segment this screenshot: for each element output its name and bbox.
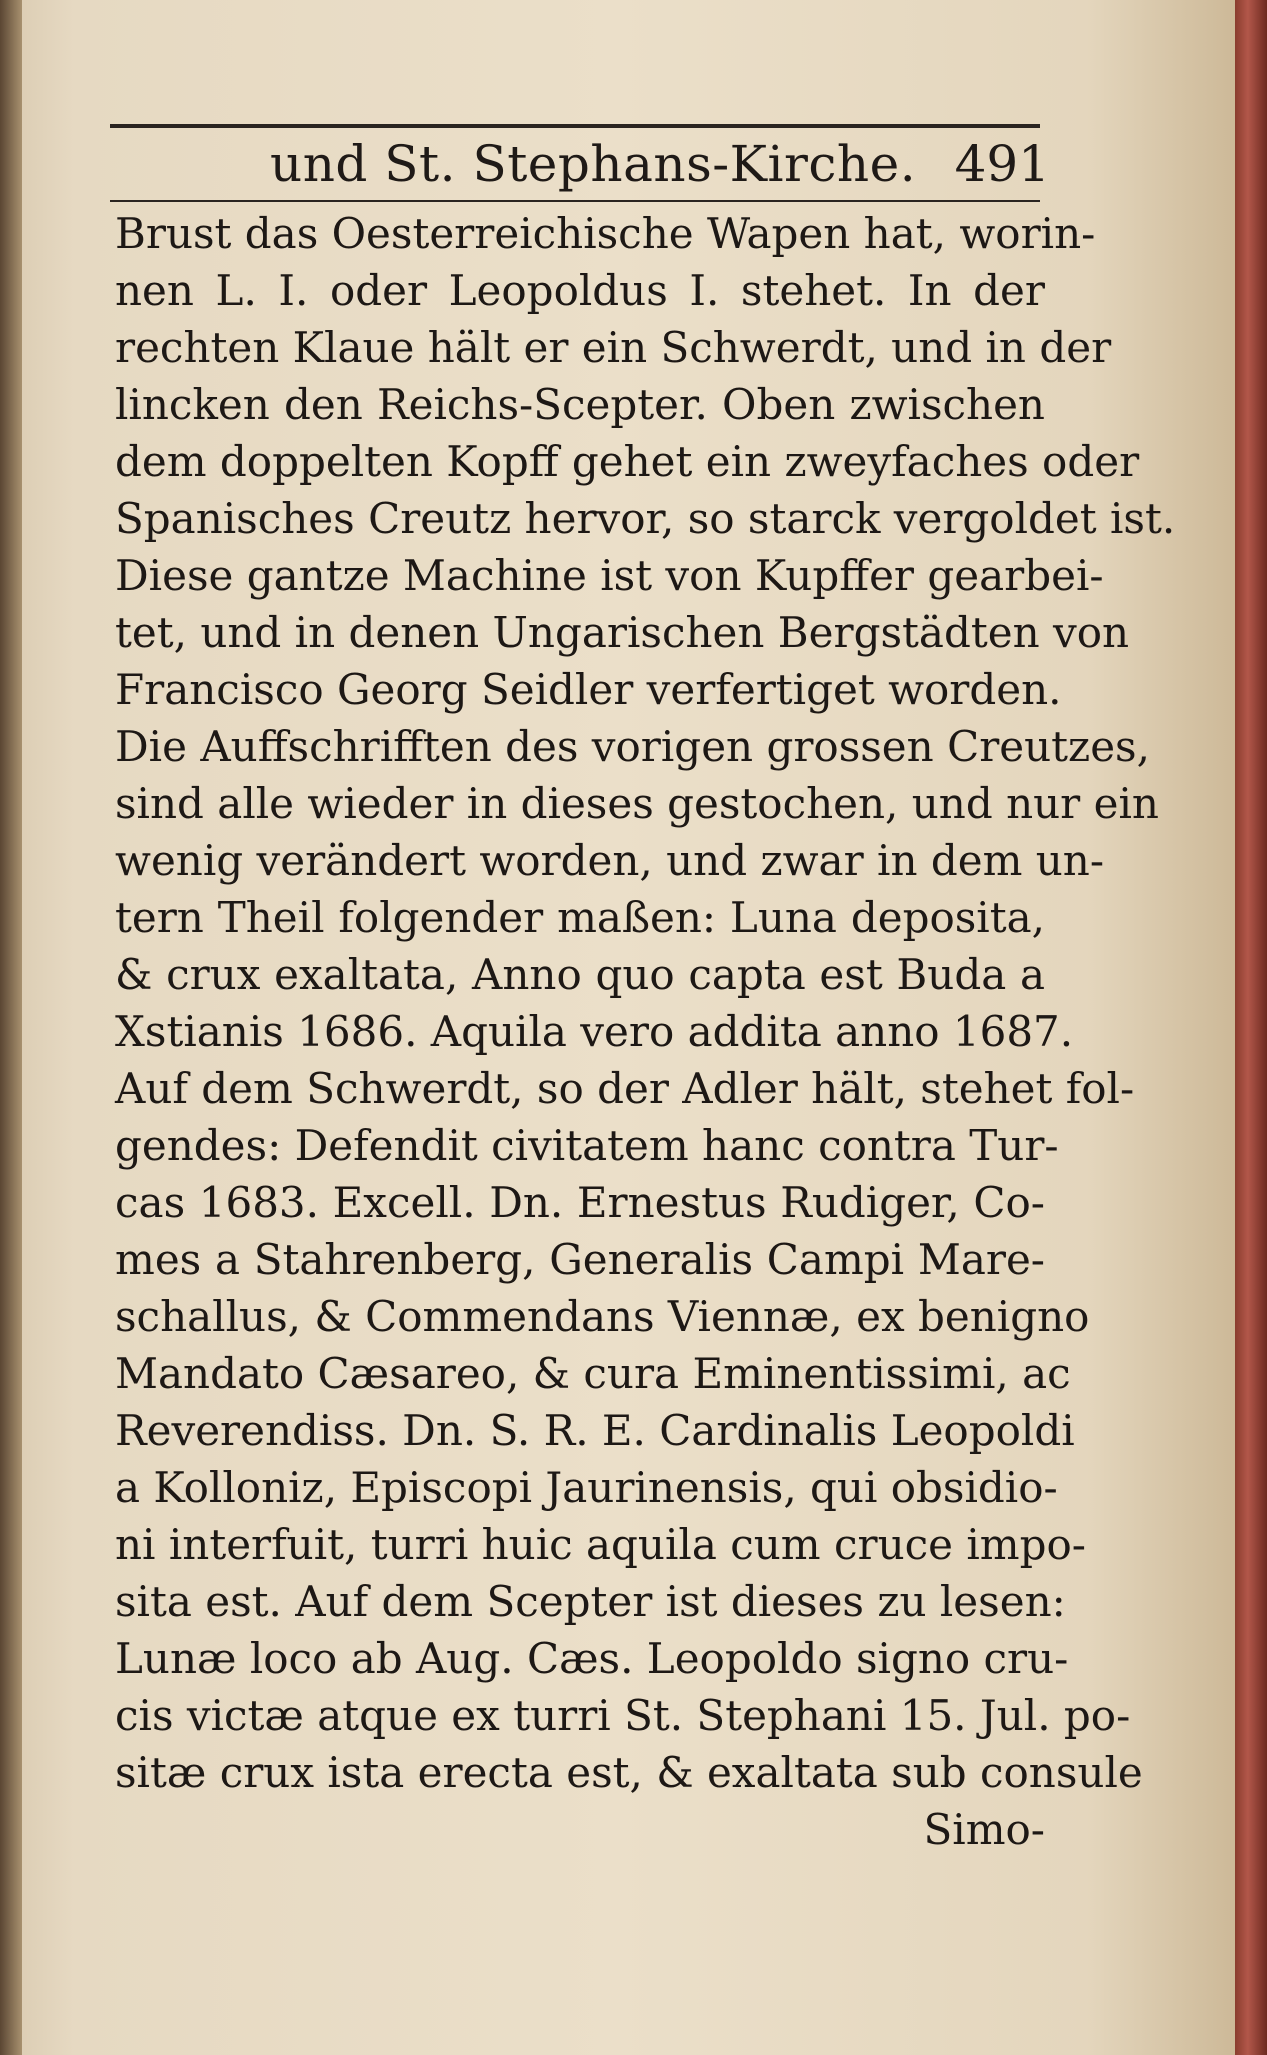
text-line: sita est. Auf dem Scepter ist dieses zu lesen:	[115, 1577, 1066, 1626]
text-line: Reverendiss. Dn. S. R. E. Cardinalis Leopoldi	[115, 1406, 1075, 1455]
running-head: und St. Stephans-Kirche.	[270, 135, 917, 193]
text-line: Diese gantze Machine ist von Kupffer gearbei-	[115, 551, 1104, 600]
text-line: ni interfuit, turri huic aquila cum cruce impo-	[115, 1520, 1086, 1569]
text-line: & crux exaltata, Anno quo capta est Buda a	[115, 950, 1045, 999]
text-line: rechten Klaue hält er ein Schwerdt, und in der	[115, 323, 1112, 372]
text-line: tern Theil folgender maßen: Luna deposita,	[115, 893, 1045, 942]
page-gutter	[0, 0, 22, 2055]
text-line: Spanisches Creutz hervor, so starck vergoldet ist.	[115, 494, 1176, 543]
catchword: Simo-	[923, 1805, 1045, 1854]
text-line: mes a Stahrenberg, Generalis Campi Mare-	[115, 1235, 1045, 1284]
text-line: Francisco Georg Seidler verfertiget worden.	[115, 665, 1062, 714]
text-line: Die Auffschrifften des vorigen grossen Creutzes,	[115, 722, 1150, 771]
text-line: Lunæ loco ab Aug. Cæs. Leopoldo signo cru-	[115, 1634, 1069, 1683]
text-line: Mandato Cæsareo, & cura Eminentissimi, ac	[115, 1349, 1071, 1398]
text-line: Auf dem Schwerdt, so der Adler hält, stehet fol-	[115, 1064, 1135, 1113]
page-edge	[1235, 0, 1267, 2055]
text-line: nen L. I. oder Leopoldus I. stehet. In der	[115, 266, 1045, 315]
body-text	[115, 205, 1176, 1858]
header-rule-top	[110, 124, 1040, 128]
text-line: a Kolloniz, Episcopi Jaurinensis, qui obsidio-	[115, 1463, 1058, 1512]
text-line: tet, und in denen Ungarischen Bergstädten von	[115, 608, 1130, 657]
text-line: Brust das Oesterreichische Wapen hat, worin-	[115, 209, 1096, 258]
text-line: sind alle wieder in dieses gestochen, und nur ein	[115, 779, 1159, 828]
page-number: 491	[954, 135, 1050, 193]
text-line: lincken den Reichs-Scepter. Oben zwischen	[115, 380, 1045, 429]
text-line: wenig verändert worden, und zwar in dem un-	[115, 836, 1105, 885]
text-line: cas 1683. Excell. Dn. Ernestus Rudiger, Co-	[115, 1178, 1045, 1227]
text-line: cis victæ atque ex turri St. Stephani 15. Jul. po-	[115, 1691, 1131, 1740]
text-line: gendes: Defendit civitatem hanc contra Tur-	[115, 1121, 1059, 1170]
text-line: dem doppelten Kopff gehet ein zweyfaches oder	[115, 437, 1140, 486]
header-rule-bottom	[110, 200, 1040, 202]
text-line: sitæ crux ista erecta est, & exaltata sub consule	[115, 1748, 1143, 1797]
text-line: Xstianis 1686. Aquila vero addita anno 1687.	[115, 1007, 1074, 1056]
text-line: schallus, & Commendans Viennæ, ex benigno	[115, 1292, 1090, 1341]
